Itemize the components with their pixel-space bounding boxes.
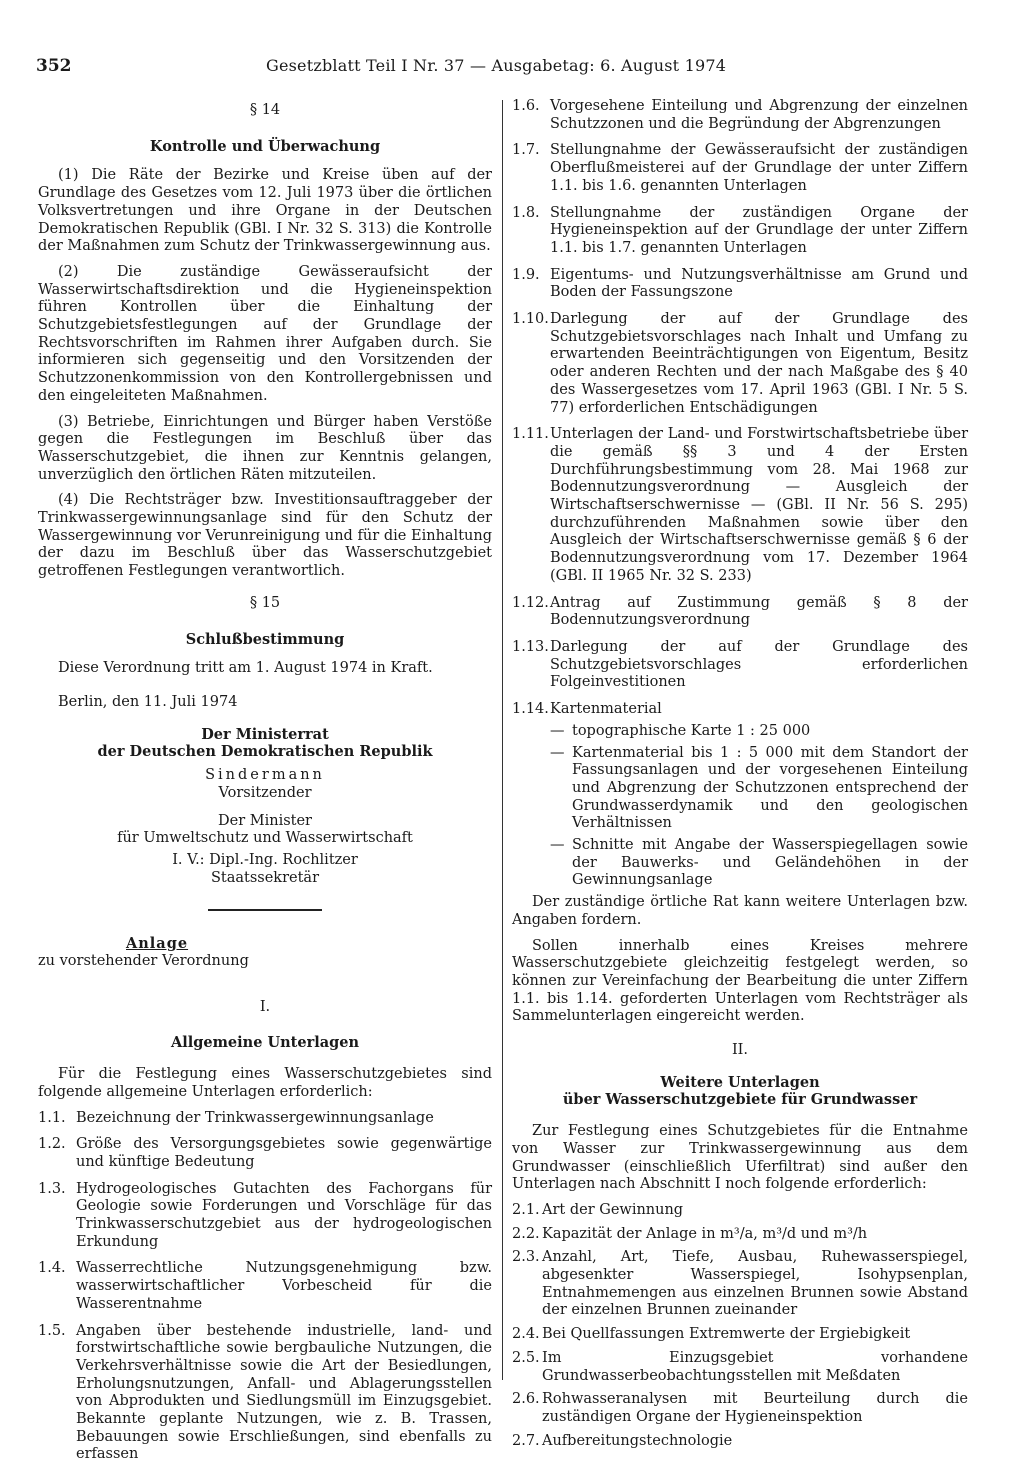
list-item [512,595,968,630]
list-item [38,1136,492,1171]
dash-text: topographische Karte 1 : 25 000 [572,722,811,739]
right-column [512,98,968,1456]
minister-line-2: für Umweltschutz und Wasserwirtschaft [117,830,413,847]
item-text: Rohwasseranalysen mit Beurteilung durch die zuständigen Organe der Hygieneinspektion [542,1391,968,1425]
signature-block [38,726,492,888]
item-number: 2.7. [512,1432,540,1449]
part-1-number: I. [259,998,271,1015]
item-text: Anzahl, Art, Tiefe, Ausbau, Ruhewasserspiegel, abgesenkter Wasserspiegel, Isohypsenplan, Entnahmemengen aus einzelnen Brunnen sowie Abstand der einzelnen Brunnen zueinander [542,1249,968,1319]
part-1-intro: Für die Festlegung eines Wasserschutzgebietes sind folgende allgemeine Unterlagen erforderlich: [38,1066,492,1100]
part-1-title: Allgemeine Unterlagen [170,1034,360,1052]
item-number: 2.6. [512,1391,540,1408]
item-text: Kartenmaterial [550,701,662,718]
item-number: 1.5. [38,1322,66,1339]
item-text: Bezeichnung der Trinkwassergewinnungsanlage [76,1109,434,1126]
list-item [512,701,968,719]
item-number: 2.4. [512,1326,540,1343]
list-item [512,639,968,692]
list-item [512,142,968,195]
item-number: 1.3. [38,1180,66,1197]
list-item [38,1110,492,1128]
item-text: Hydrogeologisches Gutachten des Fachorgans für Geologie sowie Forderungen und Vorschläge für das Trinkwasserschutzgebiet aus der hydrogeologischen Erkundung [76,1180,492,1250]
item-text: Unterlagen der Land- und Forstwirtschaftsbetriebe über die gemäß §§ 3 und 4 der Ersten Durchführungsbestimmung vom 28. Mai 1968 zur Bodennutzungsverordnung — Ausgleich der Wirtschaftserschwernisse — (GBl. II Nr. 56 S. 295) durchzuführenden Maßnahmen sowie über den Ausgleich der Wirtschaftserschwernisse gemäß § 6 der Bodennutzungsverordnung vom 17. Dezember 1964 (GBl. II 1965 Nr. 32 S. 233) [550,426,968,584]
item-number: 1.7. [512,142,540,159]
item-text: Darlegung der auf der Grundlage des Schutzgebietsvorschlages erforderlichen Folgeinvestitionen [550,638,968,691]
signer-1-role: Vorsitzender [218,784,312,801]
dash-text: Schnitte mit Angabe der Wasserspiegellagen sowie der Bauwerks- und Geländehöhen in der Gewinnungsanlage [572,837,968,889]
item-text: Art der Gewinnung [542,1201,684,1218]
list-item [512,1326,968,1344]
para-council: Der zuständige örtliche Rat kann weitere Unterlagen bzw. Angaben fordern. [512,894,968,928]
item-text: Stellungnahme der Gewässeraufsicht der zuständigen Oberflußmeisterei auf der Grundlage der unter Ziffern 1.1. bis 1.6. genannten Unterlagen [550,142,968,194]
item-text: Eigentums- und Nutzungsverhältnisse am Grund und Boden der Fassungszone [550,266,968,301]
section-14-para-4: (4) Die Rechtsträger bzw. Investitionsauftraggeber der Trinkwassergewinnungsanlage sind für den Schutz der Wassergewinnung vor Verunreinigung und für die Einhaltung der dazu im Beschluß über das Wasserschutzgebiet getroffenen Festlegungen verantwortlich. [38,492,492,580]
signer-1-name: Sindermann [205,767,325,784]
section-14-para-2: (2) Die zuständige Gewässeraufsicht der Wasserwirtschaftsdirektion und die Hygieneinspektion führen Kontrollen über die Einhaltung der Schutzgebietsfestlegungen auf der Grundlage der Rechtsvorschriften im Rahmen ihrer Aufgaben durch. Sie informieren sich gegenseitig und den Vorsitzenden der Schutzzonenkommission von den Kontrollergebnissen und den eingeleiteten Maßnahmen. [38,263,492,404]
dash-item [550,723,968,741]
section-15-number: § 15 [249,594,281,611]
anlage-title: Anlage [126,935,189,953]
dash-text: Kartenmaterial bis 1 : 5 000 mit dem Standort der Fassungsanlagen und der vorgesehenen Einteilung und Abgrenzung der Schutzzonen entsprechend der Grundwasserdynamik und den geologischen Verhältnissen [572,744,968,832]
part-2-title-2: über Wasserschutzgebiete für Grundwasser [562,1091,918,1109]
dash-item [550,837,968,890]
item-text: Kapazität der Anlage in m³/a, m³/d und m³/h [542,1225,868,1242]
item-text: Vorgesehene Einteilung und Abgrenzung der einzelnen Schutzzonen und die Begründung der Abgrenzungen [550,98,968,132]
page-header [36,56,988,80]
list-item [512,1350,968,1385]
part-2-title-1: Weitere Unterlagen [660,1073,820,1091]
item-number: 1.13. [512,638,549,655]
map-sublist [550,723,968,890]
part-2-intro: Zur Festlegung eines Schutzgebietes für die Entnahme von Wasser zur Trinkwassergewinnung aus dem Grundwasser (einschließlich Uferfiltrat) sind außer den Unterlagen nach Abschnitt I noch folgende erforderlich: [512,1123,968,1193]
item-text: Antrag auf Zustimmung gemäß § 8 der Bodennutzungsverordnung [550,594,968,629]
list-item [512,1226,968,1244]
item-number: 1.2. [38,1136,66,1153]
list-item [38,1323,492,1465]
item-text: Stellungnahme der zuständigen Organe der Hygieneinspektion auf der Grundlage der unter Ziffern 1.1. bis 1.7. genannten Unterlagen [550,204,968,256]
header-title: Gesetzblatt Teil I Nr. 37 — Ausgabetag: 6. August 1974 [266,56,727,75]
list-item [512,311,968,417]
para-multiple: Sollen innerhalb eines Kreises mehrere Wasserschutzgebiete gleichzeitig festgelegt werden, so können zur Vereinfachung der Bearbeitung die unter Ziffern 1.1. bis 1.14. geforderten Unterlagen vom Rechtsträger als Sammelunterlagen eingereicht werden. [512,937,968,1025]
list-item [38,1181,492,1252]
minister-line-1: Der Minister [218,812,312,829]
signer-2-role: Staatssekretär [210,869,320,886]
divider-rule [208,909,322,911]
item-number: 2.3. [512,1249,540,1266]
list-item [512,1391,968,1426]
dash-bullet: — [550,837,565,854]
list-item [512,1249,968,1320]
item-number: 1.14. [512,701,549,718]
section-14-para-3: (3) Betriebe, Einrichtungen und Bürger haben Verstöße gegen die Festlegungen im Beschluß über das Wasserschutzgebiet, die ihnen zur Kenntnis gelangen, unverzüglich den örtlichen Räten mitzuteilen. [38,413,492,483]
page-number: 352 [36,56,72,76]
anlage-subtitle: zu vorstehender Verordnung [38,953,249,970]
list-item [512,426,968,585]
part-2-number: II. [731,1042,749,1059]
item-text: Größe des Versorgungsgebietes sowie gegenwärtige und künftige Bedeutung [76,1136,492,1170]
item-text: Darlegung der auf der Grundlage des Schutzgebietsvorschlages nach Inhalt und Umfang zu erwartenden Beeinträchtigungen von Eigentum, Besitz oder anderen Rechten und der nach Maßgabe des § 40 des Wassergesetzes vom 17. April 1963 (GBl. I Nr. 5 S. 77) erforderlichen Entschädigungen [550,311,968,416]
signer-2-name: I. V.: Dipl.-Ing. Rochlitzer [172,851,358,868]
item-number: 1.12. [512,594,549,611]
item-number: 1.6. [512,98,540,114]
section-15-title: Schlußbestimmung [185,630,345,648]
council-line-1: Der Ministerrat [201,725,329,743]
section-15-text: Diese Verordnung tritt am 1. August 1974 in Kraft. [58,660,433,677]
item-number: 1.4. [38,1260,66,1277]
item-number: 1.10. [512,311,549,328]
dash-item [550,745,968,834]
item-text: Angaben über bestehende industrielle, land- und forstwirtschaftliche sowie bergbauliche Nutzungen, die Verkehrsverhältnisse sowie die Art der Besiedlungen, Erholungsnutzungen, Anfall- und Ablagerungsstellen von Abprodukten und Siedlungsmüll im Einzugsgebiet. Bekannte geplante Nutzungen, wie z. B. Trassen, Bebauungen sowie Erschließungen, sind ebenfalls zu erfassen [76,1322,492,1463]
section-14-title: Kontrolle und Überwachung [149,137,381,155]
item-number: 1.11. [512,426,549,443]
list-item [512,1433,968,1451]
list-item [512,98,968,133]
item-text: Im Einzugsgebiet vorhandene Grundwasserbeobachtungsstellen mit Meßdaten [542,1349,968,1384]
list-item [512,205,968,258]
section-14-para-1: (1) Die Räte der Bezirke und Kreise üben auf der Grundlage des Gesetzes vom 12. Juli 1973 über die örtlichen Volksvertretungen und ihre Organe in der Deutschen Demokratischen Republik (GBl. I Nr. 32 S. 313) die Kontrolle der Maßnahmen zum Schutz der Trinkwassergewinnung aus. [38,167,492,255]
item-number: 2.1. [512,1201,540,1218]
list-item [38,1260,492,1313]
item-number: 2.2. [512,1225,540,1242]
list-item [512,267,968,302]
list-item [512,1202,968,1220]
item-text: Bei Quellfassungen Extremwerte der Ergiebigkeit [542,1326,911,1343]
dash-bullet: — [550,722,565,739]
item-text: Aufbereitungstechnologie [542,1432,733,1449]
column-divider [502,100,503,1380]
dash-bullet: — [550,744,565,761]
section-14-number: § 14 [249,102,281,118]
item-number: 1.1. [38,1109,66,1126]
council-line-2: der Deutschen Demokratischen Republik [97,743,433,761]
item-number: 1.9. [512,266,540,283]
item-text: Wasserrechtliche Nutzungsgenehmigung bzw. wasserwirtschaftlicher Vorbescheid für die Wasserentnahme [76,1260,492,1312]
place-date: Berlin, den 11. Juli 1974 [58,693,238,710]
left-column [38,98,492,1473]
item-number: 2.5. [512,1349,540,1366]
item-number: 1.8. [512,204,540,221]
